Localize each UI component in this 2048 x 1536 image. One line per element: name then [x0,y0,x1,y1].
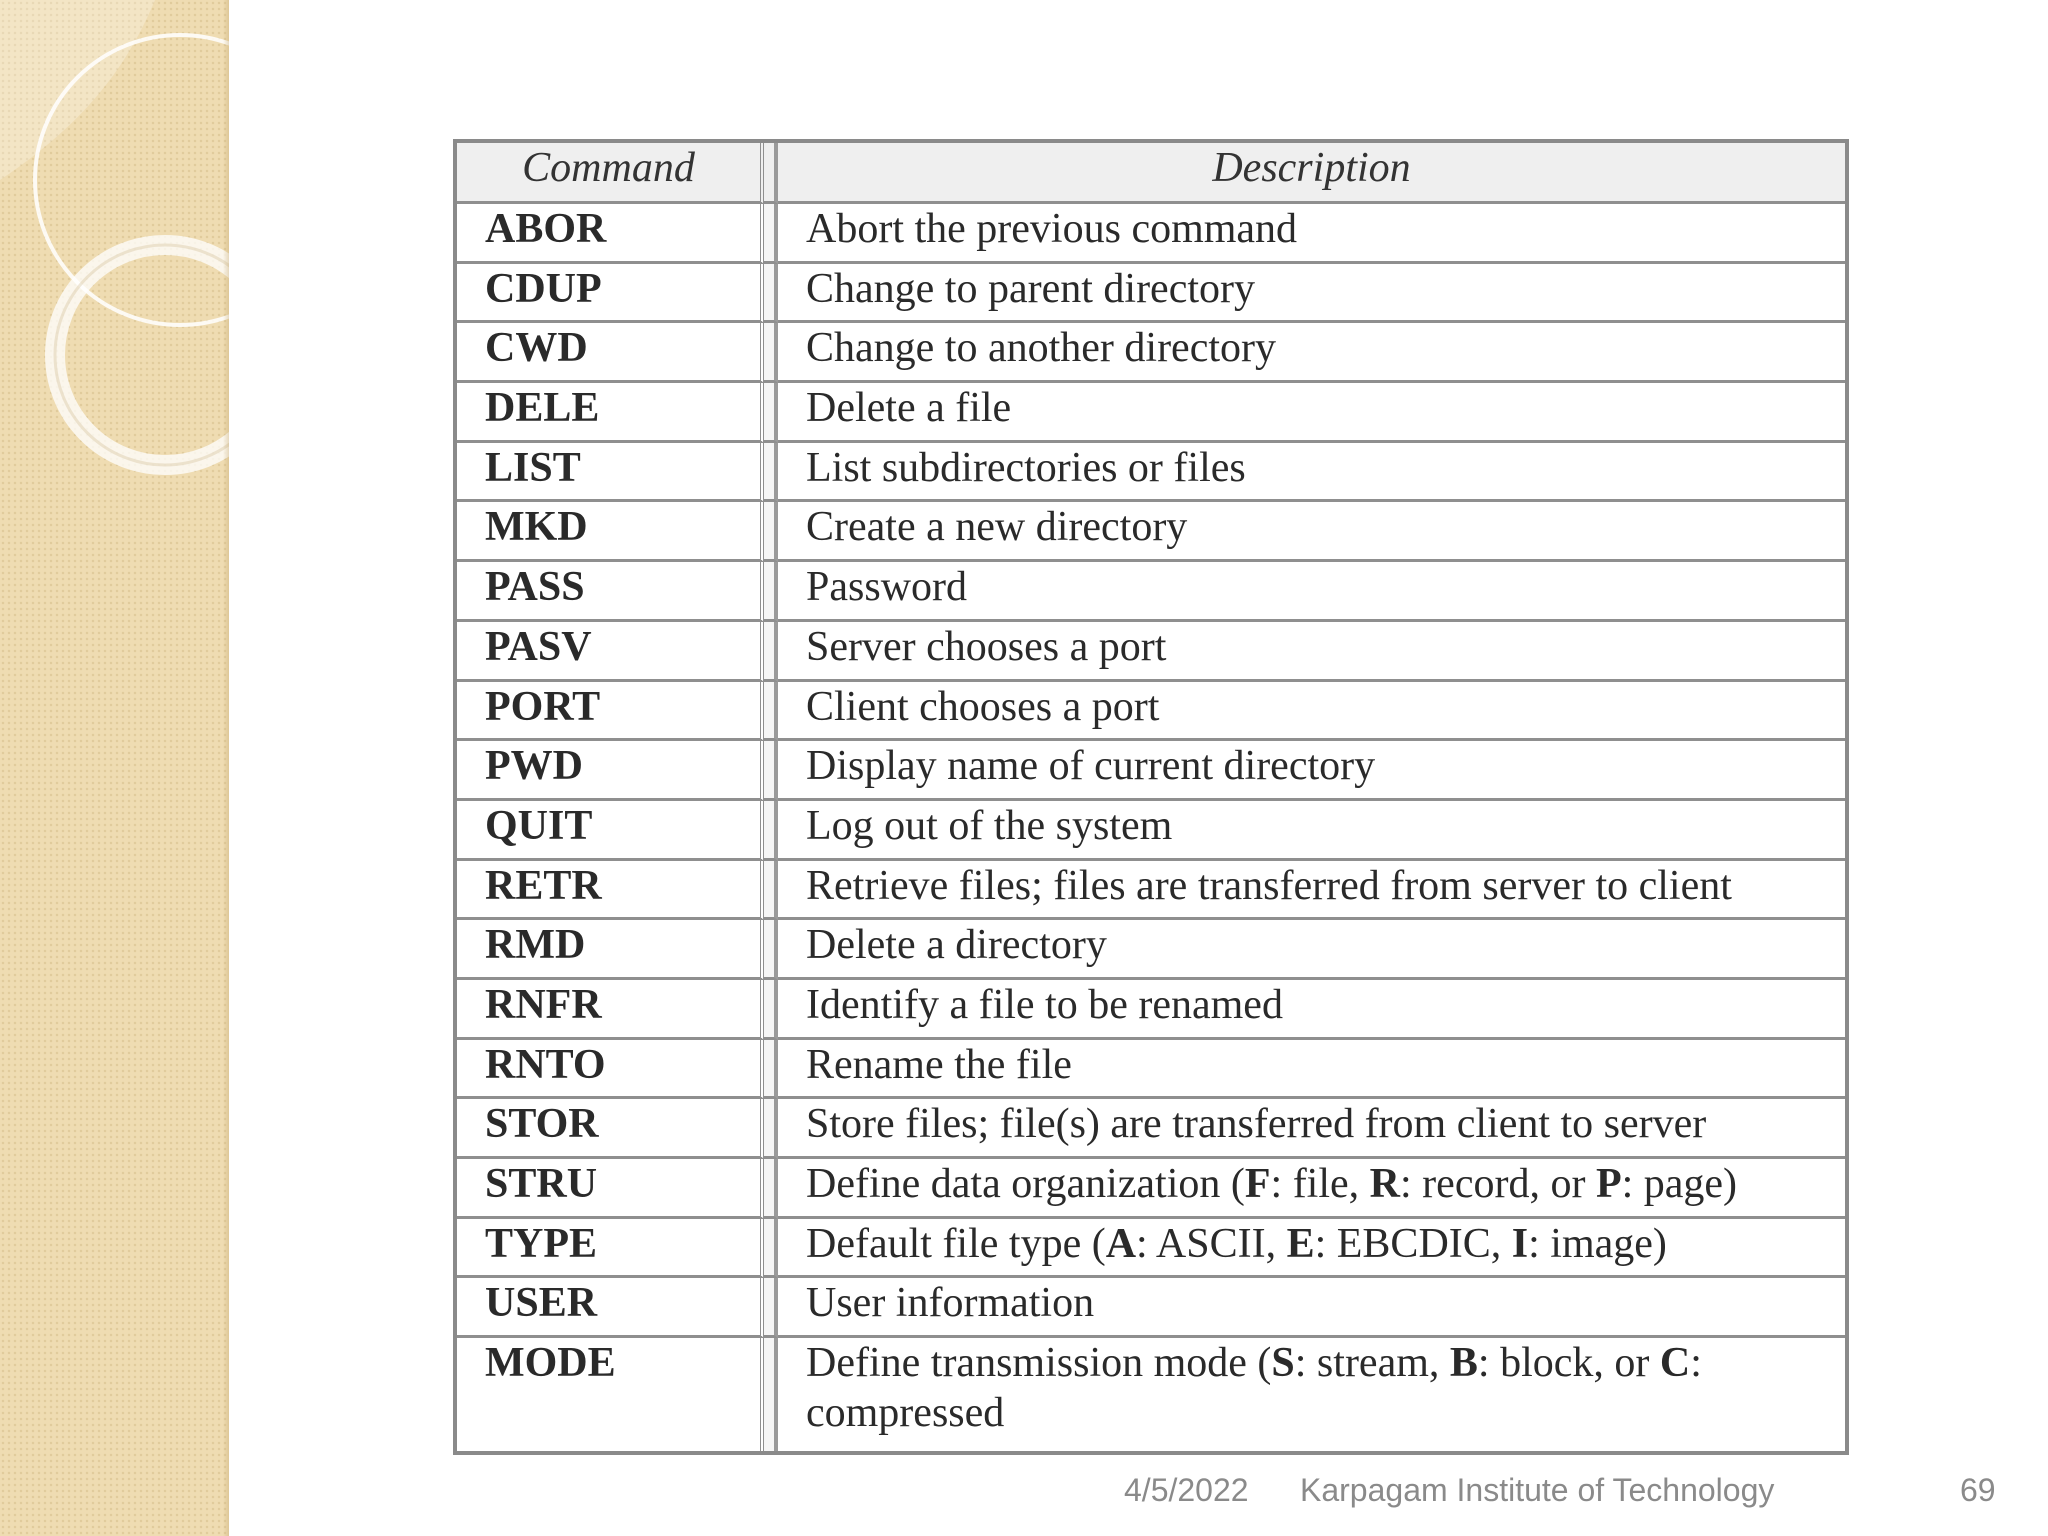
footer-date: 4/5/2022 [1124,1472,1249,1508]
description-cell: Change to parent directory [778,264,1845,324]
option-code: B [1449,1340,1478,1387]
command-cell: PORT [457,682,764,742]
command-cell: USER [457,1278,764,1338]
column-divider [764,383,778,443]
table-row [457,1278,1845,1338]
column-divider [764,443,778,503]
footer-organization: Karpagam Institute of Technology [1300,1472,1775,1508]
command-cell: MKD [457,502,764,562]
column-divider [764,1338,778,1451]
command-cell: CDUP [457,264,764,324]
table-header-row [457,143,1845,204]
ftp-command-table-container [453,139,1849,1455]
option-code: F [1244,1161,1271,1207]
table-row [457,443,1845,503]
command-cell: DELE [457,383,764,443]
description-cell: Password [778,562,1845,622]
table-row [457,562,1845,622]
description-cell: User information [778,1278,1845,1338]
column-divider [764,1278,778,1338]
table-row [457,1040,1845,1100]
description-cell: Define transmission mode (S: stream, B: block, or C: compressed [806,1340,1702,1437]
command-cell: PASS [457,562,764,622]
table-body [457,204,1845,1451]
command-cell: PWD [457,741,764,801]
command-cell: LIST [457,443,764,503]
command-cell: RNTO [457,1040,764,1100]
column-divider [764,980,778,1040]
command-cell: ABOR [457,204,764,264]
column-divider [764,264,778,324]
option-code: E [1286,1220,1315,1267]
table-row [457,861,1845,921]
option-code: P [1595,1161,1622,1207]
option-code: R [1369,1161,1401,1207]
table-row [457,682,1845,742]
description-cell: Delete a directory [778,920,1845,980]
option-code: C [1659,1340,1691,1387]
column-divider [764,622,778,682]
table-row [457,1159,1845,1219]
description-cell: Store files; file(s) are transferred from client to server [778,1099,1845,1159]
table-row [457,920,1845,980]
column-divider [764,323,778,383]
table-row [457,264,1845,324]
description-cell: Rename the file [778,1040,1845,1100]
column-divider [764,801,778,861]
table-row [457,323,1845,383]
command-column-header: Command [457,143,764,204]
option-code: A [1105,1220,1137,1267]
command-cell: RETR [457,861,764,921]
column-divider [764,1159,778,1219]
description-cell: Change to another directory [778,323,1845,383]
column-divider [764,204,778,264]
description-cell: Default file type (A: ASCII, E: EBCDIC, I: image) [778,1219,1845,1279]
description-cell: Display name of current directory [778,741,1845,801]
command-cell: STRU [457,1159,764,1219]
footer-page-number: 69 [1960,1472,1996,1508]
description-cell: Log out of the system [778,801,1845,861]
description-cell: Abort the previous command [778,204,1845,264]
column-divider [764,562,778,622]
command-cell: RNFR [457,980,764,1040]
column-divider [764,682,778,742]
description-cell: List subdirectories or files [778,443,1845,503]
description-cell: Delete a file [778,383,1845,443]
description-cell: Server chooses a port [778,622,1845,682]
column-divider [764,143,778,204]
description-column-header: Description [778,143,1845,204]
column-divider [764,1219,778,1279]
decorative-side-band [0,0,229,1536]
table-row [457,741,1845,801]
column-divider [764,1040,778,1100]
option-code: S [1271,1340,1295,1387]
table-row [457,801,1845,861]
table-row [457,383,1845,443]
description-cell: Identify a file to be renamed [778,980,1845,1040]
ftp-command-table [453,139,1849,1455]
command-cell: RMD [457,920,764,980]
table-row [457,1219,1845,1279]
command-cell: STOR [457,1099,764,1159]
description-cell: Define data organization (F: file, R: record, or P: page) [778,1159,1845,1219]
column-divider [764,1099,778,1159]
table-row [457,980,1845,1040]
table-row [457,502,1845,562]
command-cell: PASV [457,622,764,682]
description-cell: Create a new directory [778,502,1845,562]
table-row [457,204,1845,264]
option-code: I [1511,1220,1529,1267]
table-row [457,1338,1845,1451]
column-divider [764,502,778,562]
description-cell: Retrieve files; files are transferred from server to client [778,861,1845,921]
command-cell: TYPE [457,1219,764,1279]
column-divider [764,741,778,801]
column-divider [764,920,778,980]
table-row [457,1099,1845,1159]
table-row [457,622,1845,682]
command-cell: CWD [457,323,764,383]
command-cell: QUIT [457,801,764,861]
decorative-rings [0,0,229,520]
description-cell: Client chooses a port [778,682,1845,742]
command-cell: MODE [457,1338,764,1451]
column-divider [764,861,778,921]
